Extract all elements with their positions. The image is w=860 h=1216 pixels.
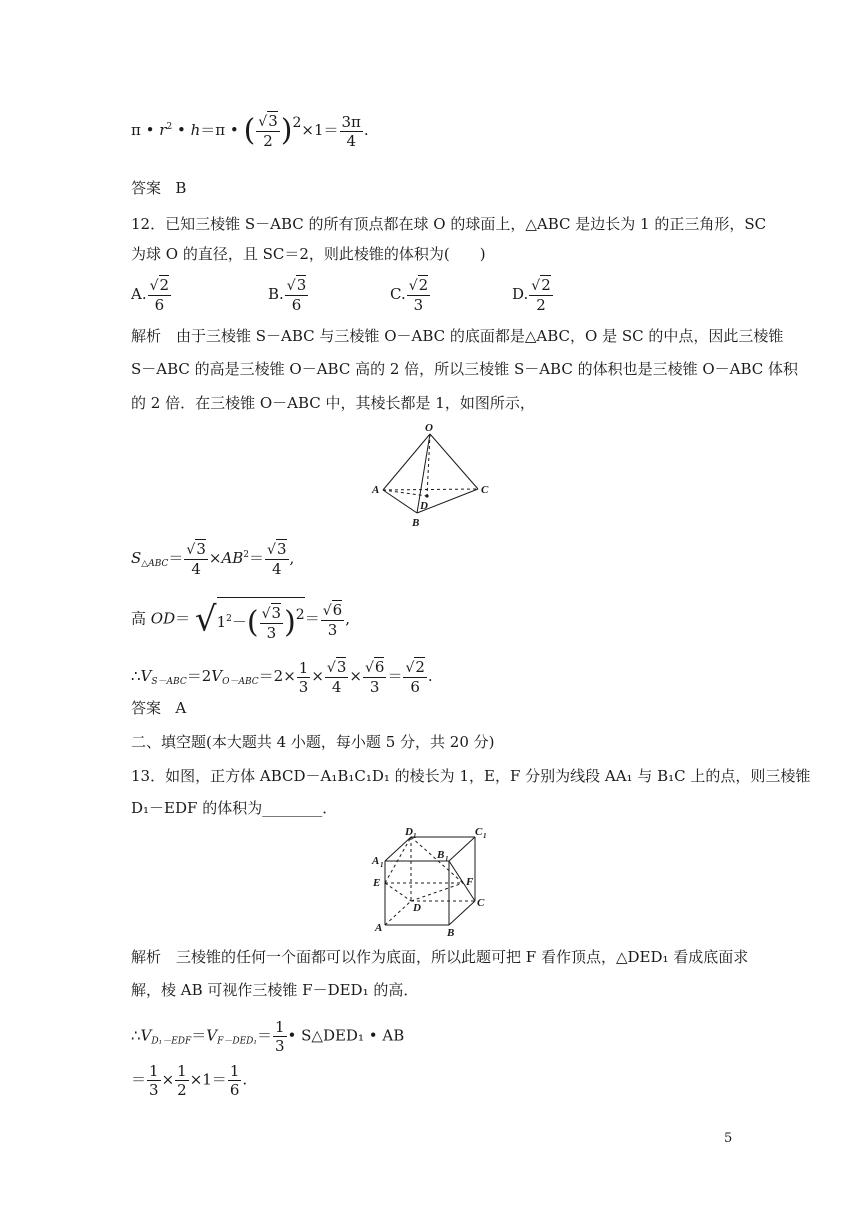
label-e: E — [373, 877, 381, 889]
section-2-title: 二、填空题(本大题共 4 小题，每小题 5 分，共 20 分) — [131, 733, 495, 751]
label-a: A — [375, 922, 383, 934]
formula-height: 高 $OD= √1^2-$( $\frac{√3}{3}$ )2＝ $\frac{√6}{3}$ , — [131, 597, 350, 642]
label-d: D — [413, 902, 421, 914]
svg-text:1: 1 — [380, 861, 384, 869]
tetrahedron-figure — [365, 420, 500, 528]
svg-text:1: 1 — [413, 832, 417, 840]
label-d: D — [420, 500, 428, 512]
label-c1: C — [475, 826, 483, 838]
question-12-line1: 12．已知三棱锥 S－ABC 的所有顶点都在球 O 的球面上，△ABC 是边长为 1 的正三角形，SC — [131, 215, 767, 233]
question-13-line2: D₁－EDF 的体积为________． — [131, 799, 338, 817]
label-d1: D — [405, 826, 413, 838]
label-c: C — [477, 897, 485, 909]
label-b: B — [447, 927, 455, 938]
question-13-line1: 13．如图，正方体 ABCD－A₁B₁C₁D₁ 的棱长为 1，E，F 分别为线段 AA₁ 与 B₁C 上的点，则三棱锥 — [131, 767, 811, 785]
analysis-13-line1: 解析 三棱锥的任何一个面都可以作为底面，所以此题可把 F 看作顶点，△DED₁ 看成底面求 — [131, 948, 749, 966]
cube-figure — [365, 823, 500, 938]
option-a: A. $\frac{√2}{6}$ — [131, 276, 170, 314]
label-b: B — [412, 517, 420, 528]
option-d: D. $\frac{√2}{2}$ — [512, 276, 551, 314]
svg-text:1: 1 — [483, 832, 487, 840]
svg-text:1: 1 — [445, 855, 449, 863]
question-12-line2: 为球 O 的直径，且 SC＝2，则此棱锥的体积为( ) — [131, 245, 486, 263]
label-o: O — [425, 422, 433, 434]
option-b: B. $\frac{√3}{6}$ — [268, 276, 307, 314]
answer-12: 答案 A — [131, 699, 187, 717]
label-c: C — [481, 484, 489, 496]
analysis-13-line2: 解，棱 AB 可视作三棱锥 F－DED₁ 的高． — [131, 981, 419, 999]
option-c: C. $\frac{√2}{3}$ — [390, 276, 429, 314]
label-f: F — [466, 876, 474, 888]
formula-result-13: ＝ $\frac{1}{3}$ × $\frac{1}{2}$ ×1＝ $\frac{1}{6}$ . — [131, 1062, 248, 1099]
answer-11: 答案 B — [131, 179, 187, 197]
formula-cone-volume: π • $r^2$ • h＝π • ( $\frac{√3}{2}$ )2×1＝ $\frac{3\pi}{4}$ . — [131, 112, 369, 150]
formula-area: $S_{\triangle ABC}=$ $\frac{√3}{4}$ $\times AB^2=$ $\frac{√3}{4}$ , — [131, 540, 295, 578]
analysis-12-line1: 解析 由于三棱锥 S－ABC 与三棱锥 O－ABC 的底面都是△ABC，O 是 SC 的中点，因此三棱锥 — [131, 327, 784, 345]
page-number: 5 — [724, 1131, 733, 1146]
label-a: A — [372, 484, 380, 496]
formula-volume-12: $\therefore V_{S-ABC}=2V_{O-ABC}=2\times$ $\frac{1}{3}$ × $\frac{√3}{4}$ × $\frac{√6}{3}$ ＝ $\frac{√2}{6}$ . — [131, 658, 433, 696]
analysis-12-line2: S－ABC 的高是三棱锥 O－ABC 高的 2 倍，所以三棱锥 S－ABC 的体积也是三棱锥 O－ABC 体积 — [131, 360, 799, 378]
label-a1: A — [372, 855, 380, 867]
analysis-12-line3: 的 2 倍．在三棱锥 O－ABC 中，其棱长都是 1，如图所示， — [131, 394, 535, 412]
formula-volume-13: $\therefore V_{D_1-EDF}=V_{F-DED_1}=$ $\frac{1}{3}$ • S△DED₁ • AB — [131, 1018, 405, 1055]
label-b1: B — [437, 849, 445, 861]
